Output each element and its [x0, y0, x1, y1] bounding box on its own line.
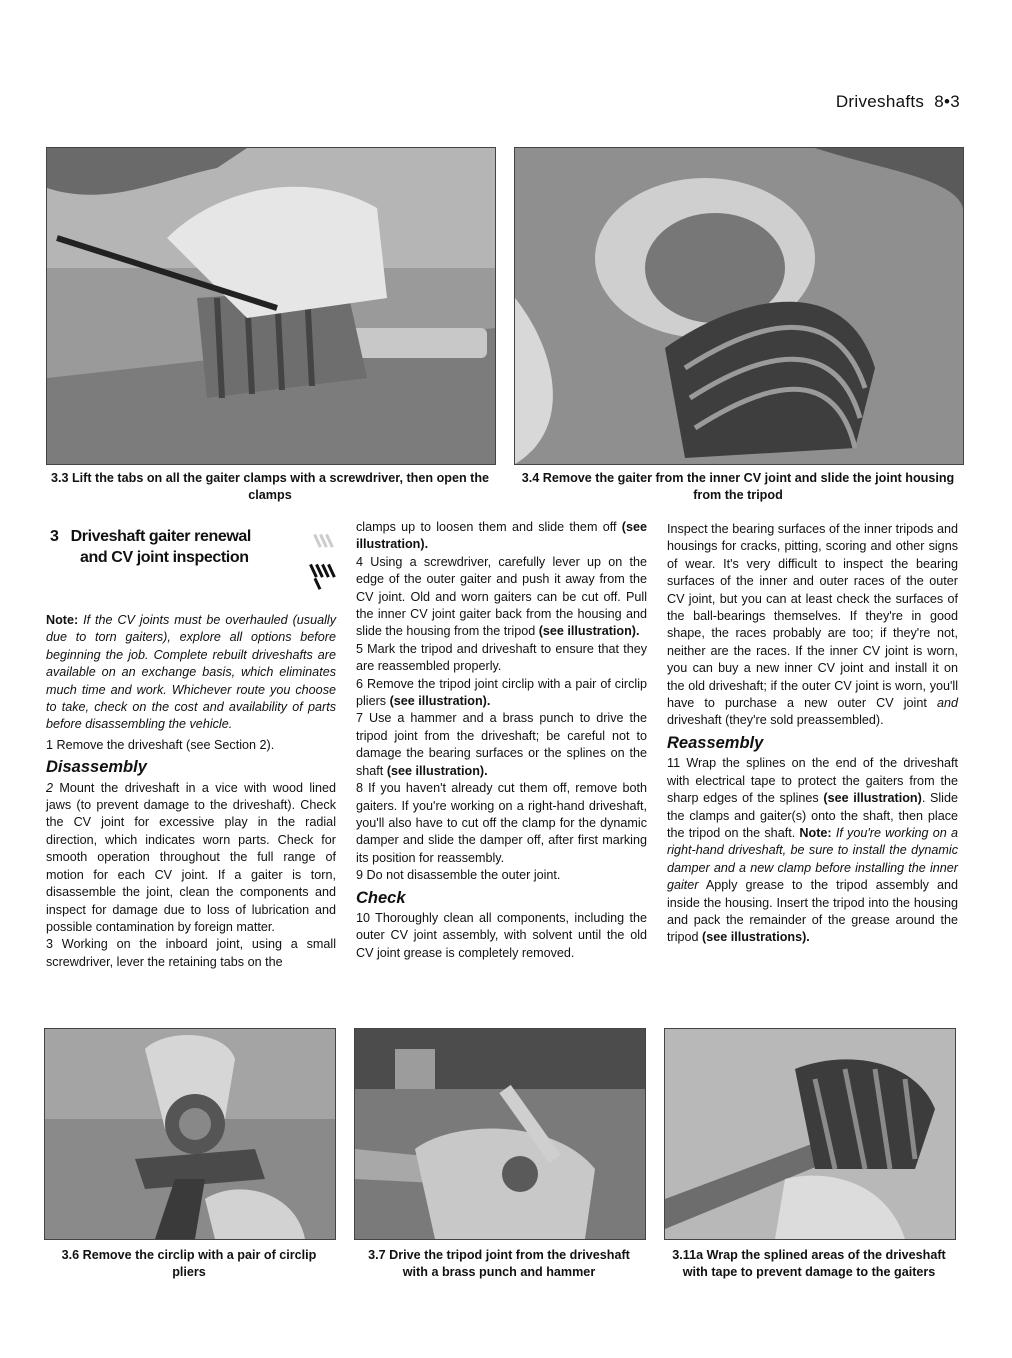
- caption-3-6: 3.6 Remove the circlip with a pair of circlip pliers: [61, 1248, 317, 1279]
- step-10-continued: [667, 521, 958, 730]
- step-11-text-c: Apply grease to the tripod assembly and inside the housing. Insert the tripod into the housing and pack the remainder of the grease around the tripod: [667, 878, 958, 945]
- running-header: [836, 92, 960, 112]
- column-1: [46, 612, 336, 971]
- step-11-note-text: If you're working on a right-hand driveshaft, be sure to install the dynamic damper and a new clamp before installing the inner gaiter: [667, 825, 959, 893]
- step-2-text: Mount the driveshaft in a vice with wood lined jaws (to prevent damage to the driveshaft). Check the CV joint for excessive play in the radial direction, which indicates worn parts. Check for smooth operation throughout the full range of motion for each CV joint. If a gaiter is torn, disassemble the joint, clean the components and inspect for damage due to loss of lubrication and possible contamination by foreign matter.: [46, 780, 336, 934]
- step-10-and: and: [936, 696, 958, 711]
- step-5: 5 Mark the tripod and driveshaft to ensure that they are reassembled properly.: [356, 641, 647, 674]
- section-title-line1: Driveshaft gaiter renewal: [70, 528, 251, 545]
- header-title: Driveshafts: [835, 92, 925, 111]
- section-heading: [50, 526, 350, 568]
- note-label: Note:: [46, 613, 79, 627]
- step-11-ref: (see illustration): [823, 791, 922, 806]
- step-4: [356, 554, 647, 641]
- step-3: 3 Working on the inboard joint, using a small screwdriver, lever the retaining tabs on the: [46, 937, 336, 969]
- photo-3-3: [46, 147, 496, 465]
- note-text: If the CV joints must be overhauled (usually due to torn gaiters), explore all options before beginning the job. Complete rebuilt driveshafts are available on an exchange basis, which eliminates much time and work. Whichever route you choose to take, check on the cost and availability of parts before disassembling the vehicle.: [46, 613, 336, 732]
- step-10-cont-text: Inspect the bearing surfaces of the inner tripods and housings for cracks, pitting, scoring and other signs of wear. It's very difficult to inspect the bearing surfaces of the inner and outer races of the outer CV joint, but you can at least check the surfaces of the ball-bearings themselves. If they're in good shape, the races probably are too; if they're not, neither are the races. If the inner CV joint is worn, you can buy a new inner CV joint and install it on the old driveshaft; if the outer CV joint is worn, you'll have to purchase a new outer CV joint: [667, 522, 958, 711]
- photo-3-7: [354, 1028, 646, 1240]
- subheading-reassembly: Reassembly: [667, 733, 764, 752]
- caption-3-7: 3.7 Drive the tripod joint from the driveshaft with a brass punch and hammer: [368, 1248, 630, 1279]
- step-11-text-b: . Slide the clamps and gaiter(s) onto the shaft, then place the tripod on the shaft.: [667, 791, 958, 840]
- step-10-end: driveshaft (they're sold preassembled).: [667, 713, 884, 728]
- step-9: 9 Do not disassemble the outer joint.: [356, 868, 561, 883]
- step-3-cont-text: clamps up to loosen them and slide them off: [356, 520, 622, 534]
- step-8: 8 If you haven't already cut them off, remove both gaiters. If you're working on a right-hand driveshaft, you'll also have to cut off the clamp for the dynamic damper and slide the damper off, after first marking its position for reassembly.: [356, 781, 647, 865]
- spanner-difficulty-icon: [308, 530, 336, 597]
- step-3-ref: (see illustration).: [356, 520, 647, 552]
- step-11-ref2: (see illustrations).: [702, 930, 810, 945]
- step-4-ref: (see illustration).: [538, 624, 640, 639]
- page-number: 8•3: [934, 92, 960, 111]
- step-3-continued: [356, 519, 647, 554]
- step-10: 10 Thoroughly clean all components, including the outer CV joint assembly, with solvent until the old CV joint grease is completely removed.: [356, 910, 647, 960]
- step-11-text: 11 Wrap the splines on the end of the driveshaft with electrical tape to protect the gaiters from the sharp edges of the splines: [667, 756, 958, 806]
- column-2: [356, 519, 647, 962]
- caption-3-4: 3.4 Remove the gaiter from the inner CV joint and slide the joint housing from the tripod: [521, 471, 955, 502]
- section-title-line2: and CV joint inspection: [80, 549, 249, 566]
- step-7-text: 7 Use a hammer and a brass punch to drive the tripod joint from the driveshaft; be careful not to damage the bearing surfaces or the splines on the shaft: [356, 711, 647, 778]
- step-11-note-label: Note:: [799, 825, 832, 840]
- photo-3-6: [44, 1028, 336, 1240]
- subheading-disassembly: Disassembly: [46, 758, 147, 777]
- photo-3-4: [514, 147, 964, 465]
- note-paragraph: [46, 612, 336, 734]
- step-11: [667, 755, 958, 946]
- step-7: [356, 710, 647, 780]
- step-2: [46, 780, 336, 937]
- column-3: [667, 521, 958, 947]
- subheading-check: Check: [356, 888, 406, 907]
- step-1: 1 Remove the driveshaft (see Section 2).: [46, 737, 275, 752]
- section-number: 3: [50, 528, 59, 545]
- caption-3-3: 3.3 Lift the tabs on all the gaiter clamps with a screwdriver, then open the clamps: [50, 471, 490, 502]
- photo-3-11a: [664, 1028, 956, 1240]
- step-2-number: 2: [46, 780, 54, 795]
- step-6-ref: (see illustration).: [389, 694, 491, 709]
- step-6-text: 6 Remove the tripod joint circlip with a pair of circlip pliers: [356, 676, 647, 709]
- step-4-text: 4 Using a screwdriver, carefully lever up on the edge of the outer gaiter and push it away from the CV joint. Old and worn gaiters can be cut off. Pull the inner CV joint gaiter back from the housing and slide the housing from the tripod: [356, 554, 647, 639]
- step-6: [356, 676, 647, 711]
- section-title: [50, 526, 350, 568]
- caption-3-11a: 3.11a Wrap the splined areas of the driveshaft with tape to prevent damage to the gaiters: [672, 1248, 946, 1279]
- step-7-ref: (see illustration).: [386, 763, 488, 778]
